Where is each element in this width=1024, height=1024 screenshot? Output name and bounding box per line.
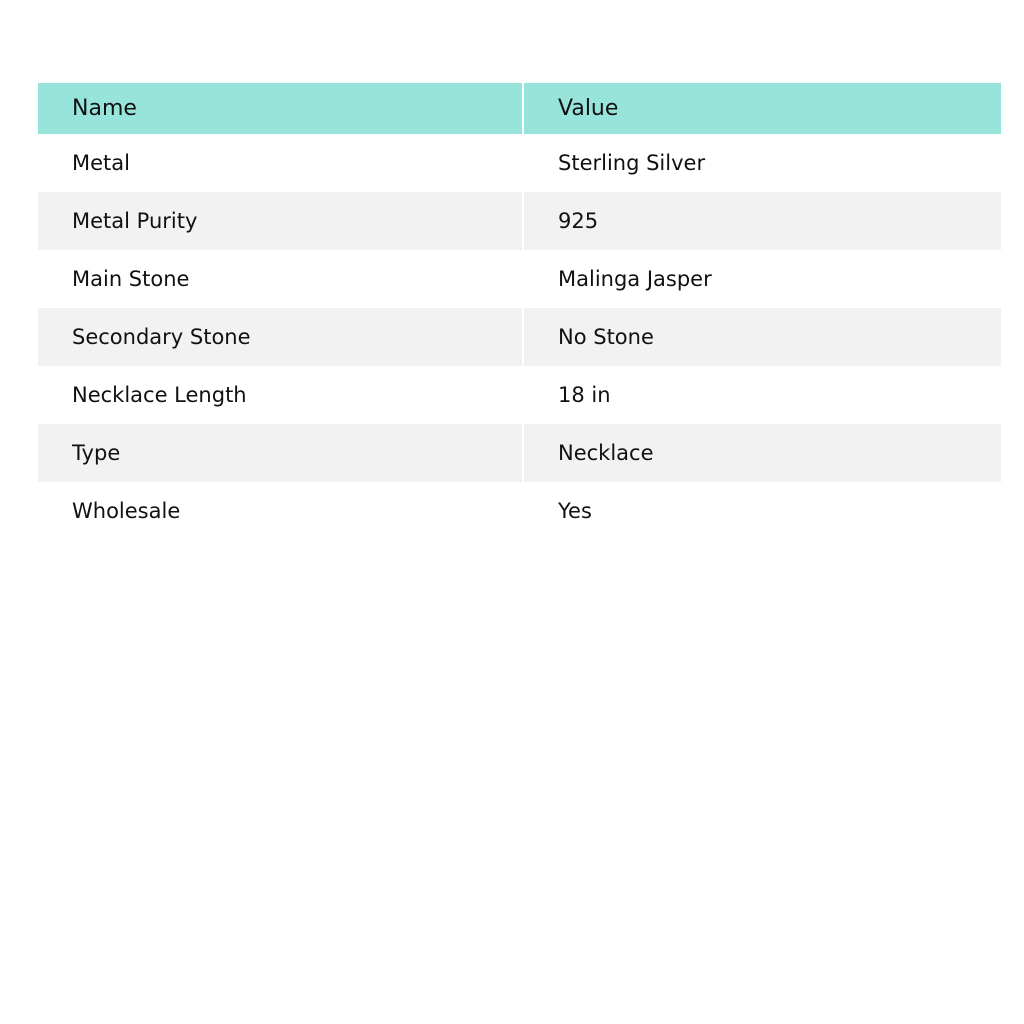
column-header-value: Value	[558, 96, 619, 121]
row-name-cell: Type	[38, 424, 523, 482]
row-value-cell: 925	[523, 192, 1001, 250]
table-row	[38, 250, 1001, 308]
table-header-row	[38, 83, 1001, 134]
row-name-cell: Metal	[38, 134, 523, 192]
table-row	[38, 134, 1001, 192]
table-row	[38, 308, 1001, 366]
row-name-cell: Wholesale	[38, 482, 523, 540]
row-name-cell: Necklace Length	[38, 366, 523, 424]
product-spec-table	[38, 83, 1001, 540]
row-value-cell: No Stone	[523, 308, 1001, 366]
row-value-cell: Necklace	[523, 424, 1001, 482]
table-row	[38, 192, 1001, 250]
row-name-cell: Main Stone	[38, 250, 523, 308]
row-value-cell: Sterling Silver	[558, 151, 706, 175]
table-row	[38, 424, 1001, 482]
table-row	[38, 366, 1001, 424]
column-header-name: Name	[38, 83, 523, 134]
row-value-cell: Yes	[558, 499, 592, 523]
row-name-cell: Secondary Stone	[38, 308, 523, 366]
row-name-cell: Metal Purity	[38, 192, 523, 250]
table-row	[38, 482, 1001, 540]
row-value-cell: Malinga Jasper	[558, 267, 712, 291]
row-value-cell: 18 in	[558, 383, 611, 407]
